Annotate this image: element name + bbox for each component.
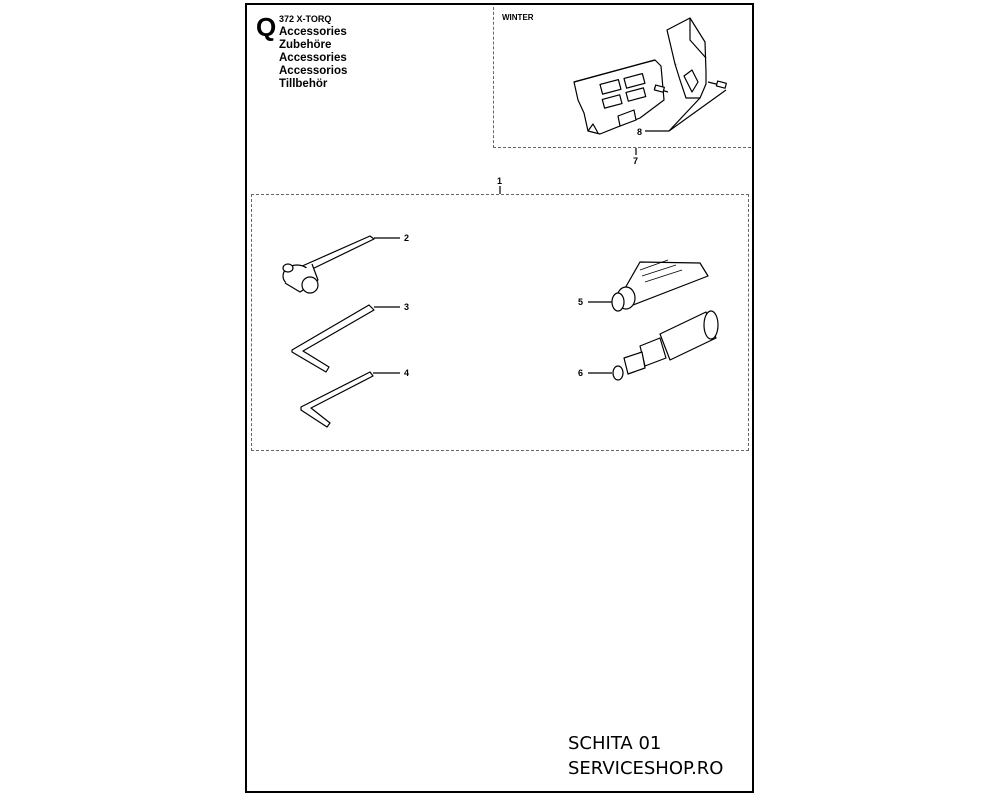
winter-cover-flap <box>667 18 706 98</box>
callout-5: 5 <box>578 297 584 307</box>
grease-gun <box>588 311 718 380</box>
callout-7: 7 <box>633 156 639 166</box>
title-german: Zubehöre <box>279 39 332 51</box>
combination-spanner <box>283 236 400 293</box>
title-english: Accessories <box>279 26 347 38</box>
section-letter: Q <box>256 12 277 42</box>
grease-tube <box>588 260 708 311</box>
callout-1: 1 <box>497 176 503 186</box>
callout-6: 6 <box>578 368 584 378</box>
footer-serviceshop: SERVICESHOP.RO <box>568 758 724 779</box>
footer-schita: SCHITA 01 <box>568 733 662 754</box>
model-name: 372 X-TORQ <box>279 14 332 24</box>
winter-kit-label: WINTER <box>502 13 534 22</box>
title-spanish: Accessorios <box>279 65 348 77</box>
hex-key-small <box>301 372 400 427</box>
winter-cover-plate <box>574 60 664 134</box>
winter-screw-right <box>708 81 726 88</box>
title-swedish: Tillbehör <box>279 78 328 90</box>
callout-8: 8 <box>637 127 643 137</box>
callout-4: 4 <box>404 368 410 378</box>
hex-key-large <box>292 305 400 372</box>
callout-3: 3 <box>404 302 410 312</box>
callout-2: 2 <box>404 233 410 243</box>
title-french: Accessories <box>279 52 347 64</box>
